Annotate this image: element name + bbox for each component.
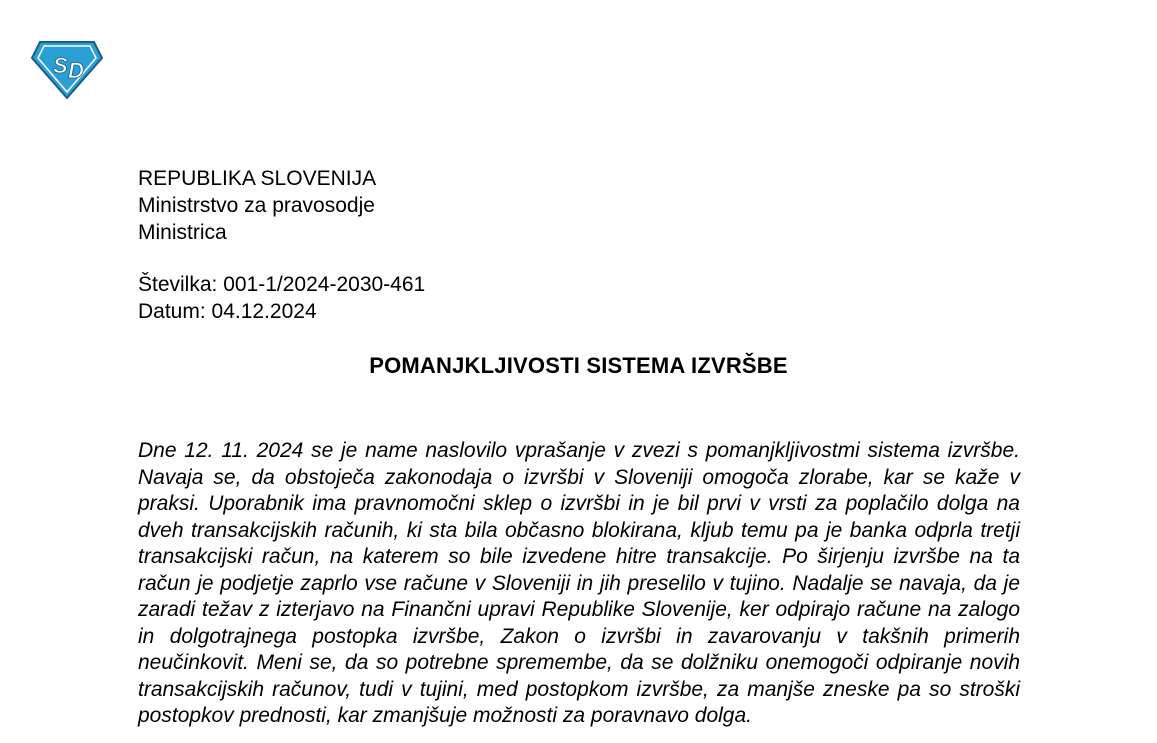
document-date: Datum: 04.12.2024 [138, 300, 317, 323]
letterhead [138, 165, 376, 246]
body-paragraph: Dne 12. 11. 2024 se je name naslovilo vprašanje v zvezi s pomanjkljivostmi sistema izvršbe. Navaja se, da obstoječa zakonodaja o izvršbi v Sloveniji omogoča zlorabe, kar se kaže v praksi. Uporabnik ima pravnomočni sklep o izvršbi in je bil prvi v vrsti za poplačilo dolga na dveh transakcijskih računih, ki sta bila občasno blokirana, kljub temu pa je banka odprla tretji transakcijski račun, na katerem so bile izvedene hitre transakcije. Po širjenju izvršbe na ta račun je podjetje zaprlo vse račune v Sloveniji in jih preselilo v tujino. Nadalje se navaja, da je zaradi težav z izterjavo na Finančni upravi Republike Slovenije, ker odpirajo račune na zalogo in dolgotrajnega postopka izvršbe, Zakon o izvršbi in zavarovanju v takšnih primerih neučinkovit. Meni se, da so potrebne spremembe, da se dolžniku onemogoči odpiranje novih transakcijskih računov, tudi v tujini, med postopkom izvršbe, za manjše zneske pa so stroški postopkov prednosti, kar zmanjšuje možnosti za poravnavo dolga. [138, 439, 1020, 727]
letterhead-office: Ministrica [138, 221, 227, 244]
document-title: POMANJKLJIVOSTI SISTEMA IZVRŠBE [369, 353, 788, 378]
sd-logo-icon [30, 40, 104, 100]
letterhead-country: REPUBLIKA SLOVENIJA [138, 167, 377, 190]
letterhead-ministry: Ministrstvo za pravosodje [138, 194, 375, 217]
svg-text:D: D [68, 58, 84, 83]
document-references [138, 271, 425, 325]
document-number: Številka: 001-1/2024-2030-461 [138, 273, 426, 296]
svg-text:S: S [53, 53, 68, 78]
